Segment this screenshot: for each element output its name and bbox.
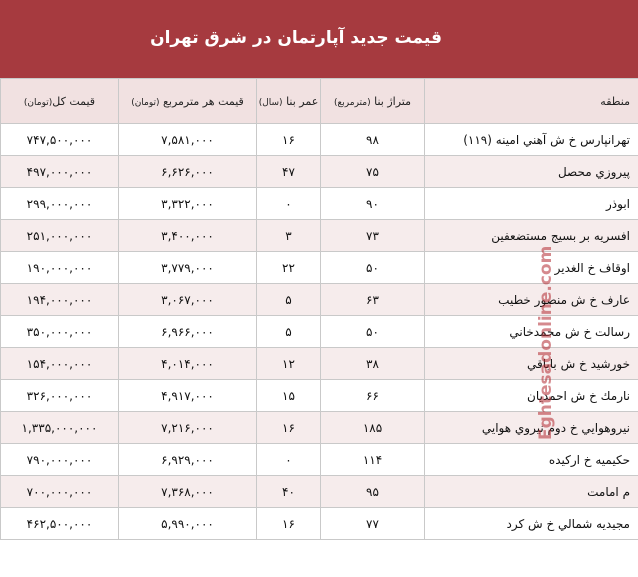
table-header-row bbox=[1, 79, 638, 124]
cell-total-price: ۱۹۰,۰۰۰,۰۰۰ bbox=[1, 252, 119, 284]
table-row bbox=[1, 156, 638, 188]
cell-price-per-sqm: ۴,۰۱۴,۰۰۰ bbox=[119, 348, 257, 380]
cell-price-per-sqm: ۶,۹۶۶,۰۰۰ bbox=[119, 316, 257, 348]
cell-region: پيروزي محصل bbox=[425, 156, 638, 188]
table-row bbox=[1, 188, 638, 220]
cell-price-per-sqm: ۷,۳۶۸,۰۰۰ bbox=[119, 476, 257, 508]
cell-age: ۱۶ bbox=[257, 124, 321, 156]
header-price-per-sqm-unit: (تومان) bbox=[131, 97, 160, 108]
cell-area: ۷۷ bbox=[321, 508, 425, 540]
table-row bbox=[1, 284, 638, 316]
cell-price-per-sqm: ۳,۴۰۰,۰۰۰ bbox=[119, 220, 257, 252]
cell-price-per-sqm: ۳,۳۲۲,۰۰۰ bbox=[119, 188, 257, 220]
cell-age: ۳ bbox=[257, 220, 321, 252]
cell-total-price: ۱۹۴,۰۰۰,۰۰۰ bbox=[1, 284, 119, 316]
cell-area: ۷۳ bbox=[321, 220, 425, 252]
table-row bbox=[1, 380, 638, 412]
cell-age: ۱۲ bbox=[257, 348, 321, 380]
header-total-price-unit: (تومان) bbox=[23, 97, 53, 108]
cell-region: ابوذر bbox=[425, 188, 638, 220]
cell-age: ۵ bbox=[257, 284, 321, 316]
cell-region: نارمك خ ش احمديان bbox=[425, 380, 638, 412]
cell-region: مجيديه شمالي خ ش كرد bbox=[425, 508, 638, 540]
cell-age: ۱۶ bbox=[257, 508, 321, 540]
table-row bbox=[1, 412, 638, 444]
cell-age: ۴۷ bbox=[257, 156, 321, 188]
header-age: عمر بنا (سال) bbox=[257, 79, 321, 124]
cell-total-price: ۴۹۷,۰۰۰,۰۰۰ bbox=[1, 156, 119, 188]
cell-area: ۷۵ bbox=[321, 156, 425, 188]
cell-area: ۵۰ bbox=[321, 316, 425, 348]
cell-total-price: ۲۹۹,۰۰۰,۰۰۰ bbox=[1, 188, 119, 220]
cell-total-price: ۷۰۰,۰۰۰,۰۰۰ bbox=[1, 476, 119, 508]
watermark: Eghtesadonline.com bbox=[536, 245, 556, 440]
cell-area: ۶۳ bbox=[321, 284, 425, 316]
cell-age: ۱۶ bbox=[257, 412, 321, 444]
table-row bbox=[1, 444, 638, 476]
table-row bbox=[1, 124, 638, 156]
cell-price-per-sqm: ۶,۹۲۹,۰۰۰ bbox=[119, 444, 257, 476]
cell-area: ۹۰ bbox=[321, 188, 425, 220]
cell-region: نيروهوايي خ دوم نيروي هوايي bbox=[425, 412, 638, 444]
cell-age: ۱۵ bbox=[257, 380, 321, 412]
cell-area: ۹۵ bbox=[321, 476, 425, 508]
cell-total-price: ۳۲۶,۰۰۰,۰۰۰ bbox=[1, 380, 119, 412]
cell-area: ۱۸۵ bbox=[321, 412, 425, 444]
cell-age: ۰ bbox=[257, 188, 321, 220]
cell-region: اوقاف خ الغدير bbox=[425, 252, 638, 284]
title-bar bbox=[0, 0, 638, 78]
header-area-unit: (مترمربع) bbox=[334, 97, 371, 108]
cell-age: ۵ bbox=[257, 316, 321, 348]
cell-age: ۰ bbox=[257, 444, 321, 476]
price-table bbox=[0, 78, 638, 540]
table-row bbox=[1, 476, 638, 508]
cell-region: خورشيد خ ش باباقي bbox=[425, 348, 638, 380]
cell-area: ۹۸ bbox=[321, 124, 425, 156]
cell-area: ۱۱۴ bbox=[321, 444, 425, 476]
cell-age: ۴۰ bbox=[257, 476, 321, 508]
cell-price-per-sqm: ۷,۲۱۶,۰۰۰ bbox=[119, 412, 257, 444]
header-area: متراژ بنا (مترمربع) bbox=[321, 79, 425, 124]
cell-region: م امامت bbox=[425, 476, 638, 508]
cell-total-price: ۲۵۱,۰۰۰,۰۰۰ bbox=[1, 220, 119, 252]
cell-area: ۳۸ bbox=[321, 348, 425, 380]
cell-region: عارف خ ش منصور خطيب bbox=[425, 284, 638, 316]
cell-price-per-sqm: ۴,۹۱۷,۰۰۰ bbox=[119, 380, 257, 412]
cell-price-per-sqm: ۷,۵۸۱,۰۰۰ bbox=[119, 124, 257, 156]
header-age-unit: (سال) bbox=[258, 97, 283, 108]
header-region: منطقه bbox=[425, 79, 638, 124]
table-row bbox=[1, 252, 638, 284]
cell-price-per-sqm: ۳,۰۶۷,۰۰۰ bbox=[119, 284, 257, 316]
cell-region: تهرانپارس خ ش آهني امينه (۱۱۹) bbox=[425, 124, 638, 156]
cell-price-per-sqm: ۵,۹۹۰,۰۰۰ bbox=[119, 508, 257, 540]
header-total-price: قیمت کل(تومان) bbox=[1, 79, 119, 124]
cell-area: ۶۶ bbox=[321, 380, 425, 412]
cell-total-price: ۱,۳۳۵,۰۰۰,۰۰۰ bbox=[1, 412, 119, 444]
cell-total-price: ۷۹۰,۰۰۰,۰۰۰ bbox=[1, 444, 119, 476]
cell-price-per-sqm: ۳,۷۷۹,۰۰۰ bbox=[119, 252, 257, 284]
cell-age: ۲۲ bbox=[257, 252, 321, 284]
page-title: قیمت جدید آپارتمان در شرق تهران bbox=[150, 28, 442, 48]
cell-region: افسريه بر بسيج مستضعفين bbox=[425, 220, 638, 252]
table-row bbox=[1, 508, 638, 540]
cell-region: حكيميه خ اركيده bbox=[425, 444, 638, 476]
cell-price-per-sqm: ۶,۶۲۶,۰۰۰ bbox=[119, 156, 257, 188]
cell-total-price: ۳۵۰,۰۰۰,۰۰۰ bbox=[1, 316, 119, 348]
table-row bbox=[1, 220, 638, 252]
cell-total-price: ۱۵۴,۰۰۰,۰۰۰ bbox=[1, 348, 119, 380]
table-row bbox=[1, 348, 638, 380]
cell-region: رسالت خ ش محمدخاني bbox=[425, 316, 638, 348]
table-row bbox=[1, 316, 638, 348]
cell-area: ۵۰ bbox=[321, 252, 425, 284]
cell-total-price: ۷۴۷,۵۰۰,۰۰۰ bbox=[1, 124, 119, 156]
cell-total-price: ۴۶۲,۵۰۰,۰۰۰ bbox=[1, 508, 119, 540]
header-price-per-sqm: قیمت هر مترمربع (تومان) bbox=[119, 79, 257, 124]
